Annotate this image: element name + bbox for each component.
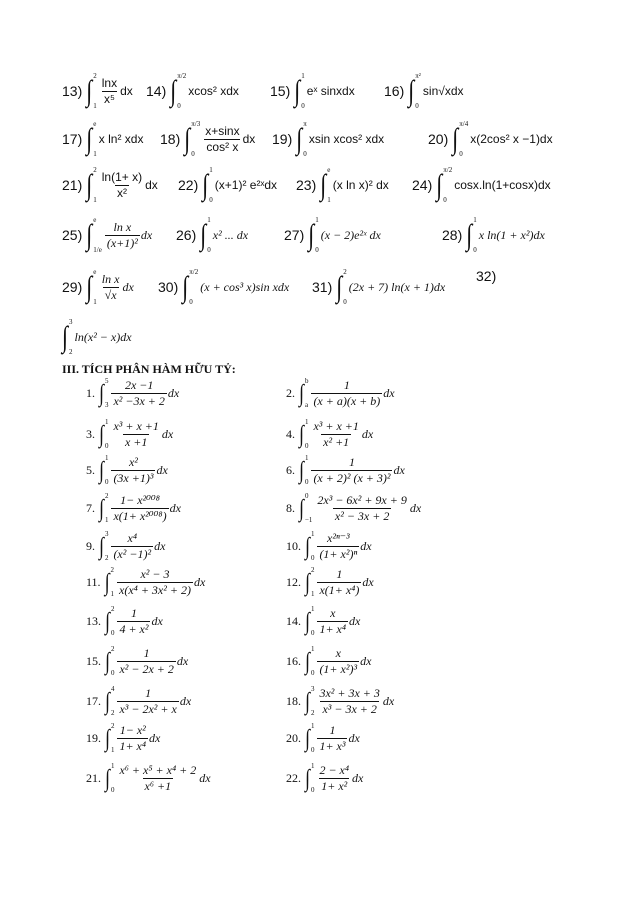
upper-limit: 2 <box>110 566 114 574</box>
problem-number: 2. <box>286 385 295 400</box>
numerator: 2 − x⁴ <box>319 762 350 777</box>
denominator: 1+ x² <box>321 778 348 793</box>
problem-number: 15. <box>86 653 101 668</box>
differential: dx <box>151 613 163 628</box>
problem-13: 13) ∫ 2 1 lnx x⁵ dx <box>62 72 133 110</box>
upper-limit: 5 <box>104 377 109 385</box>
problem-number: 16. <box>286 653 301 668</box>
fraction <box>311 456 392 485</box>
problem-number: 3. <box>86 426 95 441</box>
differential: dx <box>393 462 405 477</box>
rational-integral-16 <box>286 645 371 677</box>
differential: dx <box>382 693 395 708</box>
denominator: x³ − 2x² + x <box>119 701 177 716</box>
problem-20: 20) ∫ π/4 0 x(2cos² x −1)dx <box>428 120 553 158</box>
numerator: 1 <box>130 605 137 620</box>
problem-number: 17. <box>86 693 101 708</box>
upper-limit: 2 <box>110 605 115 613</box>
lower-limit: 1 <box>110 590 114 598</box>
lower-limit: −1 <box>304 516 313 524</box>
denominator: x² +1 <box>323 434 350 449</box>
lower-limit: 0 <box>304 442 309 450</box>
upper-limit: 1 <box>310 722 315 730</box>
upper-limit: 1 <box>104 418 109 426</box>
problem-17: 17) ∫ e 1 x ln² xdx <box>62 120 144 158</box>
fraction <box>311 420 360 449</box>
problem-number: 6. <box>286 462 295 477</box>
lower-limit: 0 <box>104 478 109 486</box>
problem-32: ∫ 3 2 ln(x² − x)dx <box>62 318 132 356</box>
integral-sign: ∫ 2 1 <box>105 722 115 754</box>
denominator: x(1+ x⁴) <box>319 582 360 597</box>
fraction <box>111 420 160 449</box>
upper-limit: b <box>304 377 309 385</box>
differential: dx <box>149 730 161 745</box>
integral-sign: ∫ 1 0 <box>105 762 115 794</box>
fraction <box>317 647 359 676</box>
denominator: x(x⁴ + 3x² + 2) <box>119 582 191 597</box>
denominator: 1+ x³ <box>319 738 346 753</box>
integral-sign: ∫ 2 1 <box>305 566 315 598</box>
denominator: (1+ x²)³ <box>319 661 358 676</box>
lower-limit: 1 <box>104 516 109 524</box>
integral-sign: ∫ 2 0 <box>105 605 115 637</box>
fraction <box>317 764 351 793</box>
differential: dx <box>193 574 206 589</box>
rational-integral-9 <box>86 530 165 562</box>
denominator: (1+ x²)ⁿ <box>319 546 358 561</box>
upper-limit: 2 <box>110 722 115 730</box>
fraction <box>111 379 166 408</box>
problem-24: 24) ∫ π/2 0 cosx.ln(1+cosx)dx <box>412 166 551 204</box>
denominator: 1+ x⁴ <box>319 621 347 636</box>
problem-number: 11. <box>86 574 101 589</box>
fraction <box>117 647 175 676</box>
lower-limit: 3 <box>104 401 109 409</box>
denominator: x² − 2x + 2 <box>119 661 174 676</box>
lower-limit: 0 <box>310 786 315 794</box>
upper-limit: 0 <box>304 492 309 500</box>
lower-limit: 2 <box>110 709 115 717</box>
integral-sign: ∫ 2 1 <box>86 72 97 110</box>
rational-integral-18 <box>286 685 394 717</box>
problem-18: 18) ∫ π/3 0 x+sinx cos² x dx <box>160 120 256 158</box>
differential: dx <box>156 462 168 477</box>
numerator: x⁶ + x⁵ + x⁴ + 2 <box>119 762 197 777</box>
lower-limit: a <box>304 401 309 409</box>
differential: dx <box>348 730 360 745</box>
fraction <box>317 568 361 597</box>
problem-19: 19) ∫ π 0 xsin xcos² xdx <box>272 120 385 158</box>
problem-number: 8. <box>286 500 295 515</box>
problem-15: 15) ∫ 1 0 eˣ sinxdx <box>270 72 355 110</box>
problem-31: 31) ∫ 2 0 (2x + 7) ln(x + 1)dx <box>312 268 446 306</box>
problem-number: 7. <box>86 500 95 515</box>
lower-limit: 0 <box>304 478 309 486</box>
upper-limit: 2 <box>104 492 109 500</box>
lower-limit: 2 <box>104 554 109 562</box>
denominator: 4 + x² <box>119 621 149 636</box>
fraction: lnx x⁵ <box>101 75 118 106</box>
rational-integral-10 <box>286 530 372 562</box>
numerator: x <box>330 605 336 620</box>
problem-27: 27) ∫ 1 0 (x − 2)e²ˣ dx <box>284 216 381 254</box>
integral-sign: ∫ 3 2 <box>99 530 109 562</box>
problem-number: 20. <box>286 730 301 745</box>
problem-number: 10. <box>286 538 301 553</box>
lower-limit: 0 <box>310 746 315 754</box>
denominator: x⁶ +1 <box>144 778 172 793</box>
numerator: x³ + x +1 <box>313 418 359 433</box>
problem-number: 22. <box>286 770 301 785</box>
differential: dx <box>169 500 181 515</box>
rational-integral-12 <box>286 566 374 598</box>
upper-limit: 2 <box>110 645 115 653</box>
differential: dx <box>362 574 374 589</box>
differential: dx <box>360 653 372 668</box>
fraction <box>311 379 382 408</box>
lower-limit: 0 <box>310 554 315 562</box>
denominator: x³ − 3x + 2 <box>322 701 377 716</box>
integral-sign: ∫ 2 0 <box>105 645 115 677</box>
lower-limit: 0 <box>110 629 115 637</box>
integral-sign: ∫ 1 0 <box>305 530 315 562</box>
integral-sign: ∫ 2 1 <box>99 492 109 524</box>
rational-integral-4 <box>286 418 373 450</box>
fraction <box>317 607 348 636</box>
differential: dx <box>409 500 422 515</box>
integral-sign: ∫ 1 0 <box>99 454 109 486</box>
problem-number: 18. <box>286 693 301 708</box>
integral-sign: ∫ b a <box>299 377 309 409</box>
problem-number: 19. <box>86 730 101 745</box>
problem-number: 9. <box>86 538 95 553</box>
problem-number: 13. <box>86 613 101 628</box>
rational-integral-6 <box>286 454 405 486</box>
integral-sign: ∫ 4 2 <box>105 685 115 717</box>
denominator: x² − 3x + 2 <box>334 508 390 523</box>
problem-number: 14. <box>286 613 301 628</box>
fraction <box>315 494 408 523</box>
denominator: (x + 2)² (x + 3)² <box>313 470 391 485</box>
differential: dx <box>352 770 364 785</box>
numerator: 2x³ − 6x² + 9x + 9 <box>317 492 407 507</box>
fraction <box>111 494 168 523</box>
rational-integral-3 <box>86 418 173 450</box>
numerator: 1 <box>143 645 150 660</box>
upper-limit: 1 <box>110 762 115 770</box>
rational-integral-8 <box>286 492 421 524</box>
problem-14: 14) ∫ π/2 0 xcos² xdx <box>146 72 239 110</box>
differential: dx <box>176 653 189 668</box>
problem-26: 26) ∫ 1 0 x² ... dx <box>176 216 249 254</box>
numerator: 1 <box>348 454 355 469</box>
rational-integral-7 <box>86 492 181 524</box>
fraction <box>117 568 193 597</box>
problem-21: 21) ∫ 2 1 ln(1+ x) x² dx <box>62 166 158 204</box>
lower-limit: 0 <box>110 669 115 677</box>
upper-limit: 2 <box>310 566 315 574</box>
numerator: 1 <box>336 566 343 581</box>
upper-limit: 1 <box>104 454 109 462</box>
fraction <box>317 724 347 753</box>
lower-limit: 0 <box>104 442 109 450</box>
rational-integral-1 <box>86 377 179 409</box>
lower-limit: 1 <box>110 746 115 754</box>
numerator: x² − 3 <box>140 566 170 581</box>
integral-sign: ∫ 1 0 <box>299 454 309 486</box>
denominator: (3x +1)³ <box>113 470 154 485</box>
integral-sign: ∫ 1 0 <box>305 762 315 794</box>
rational-integral-11 <box>86 566 205 598</box>
integral-sign: ∫ 2 1 <box>104 566 114 598</box>
rational-integral-13 <box>86 605 163 637</box>
rational-integral-21 <box>86 762 211 794</box>
denominator: x(1+ x²⁰⁰⁸) <box>113 508 167 523</box>
differential: dx <box>154 538 166 553</box>
numerator: 1− x² <box>119 722 146 737</box>
upper-limit: 1 <box>310 605 315 613</box>
rational-integral-17 <box>86 685 191 717</box>
rational-integral-15 <box>86 645 188 677</box>
numerator: x² <box>128 454 138 469</box>
lower-limit: 2 <box>310 709 315 717</box>
fraction <box>111 532 153 561</box>
fraction <box>317 532 359 561</box>
problem-number: 4. <box>286 426 295 441</box>
lower-limit: 0 <box>310 629 315 637</box>
denominator: (x + a)(x + b) <box>313 393 381 408</box>
problem-25: 25) ∫ e 1/e ln x (x+1)² dx <box>62 216 153 254</box>
numerator: 1 <box>343 377 350 392</box>
rational-integral-5 <box>86 454 168 486</box>
problem-16: 16) ∫ π² 0 sin√xdx <box>384 72 464 110</box>
problem-29: 29) ∫ e 1 ln x √x dx <box>62 268 134 306</box>
problem-30: 30) ∫ π/2 0 (x + cos³ x)sin xdx <box>158 268 290 306</box>
numerator: x⁴ <box>127 530 137 545</box>
numerator: 2x −1 <box>124 377 154 392</box>
upper-limit: 1 <box>304 418 309 426</box>
numerator: 1 <box>145 685 152 700</box>
upper-limit: 1 <box>304 454 309 462</box>
fraction <box>317 687 381 716</box>
lower-limit: 1 <box>310 590 315 598</box>
fraction <box>111 456 155 485</box>
lower-limit: 0 <box>110 786 115 794</box>
integral-sign: ∫ 1 0 <box>299 418 309 450</box>
fraction <box>117 607 150 636</box>
upper-limit: 1 <box>310 530 315 538</box>
differential: dx <box>199 770 211 785</box>
problem-22: 22) ∫ 1 0 (x+1)² e²ˣdx <box>178 166 278 204</box>
numerator: x³ + x +1 <box>113 418 159 433</box>
integral-sign: ∫ 1 0 <box>305 722 315 754</box>
denominator: x +1 <box>124 434 148 449</box>
upper-limit: 1 <box>310 762 315 770</box>
integral-sign: ∫ 5 3 <box>99 377 109 409</box>
numerator: x²ⁿ⁻³ <box>327 530 350 545</box>
upper-limit: 3 <box>310 685 315 693</box>
rational-integral-2 <box>286 377 395 409</box>
fraction <box>117 724 148 753</box>
upper-limit: 3 <box>104 530 109 538</box>
upper-limit: 4 <box>110 685 115 693</box>
problem-28: 28) ∫ 1 0 x ln(1 + x²)dx <box>442 216 545 254</box>
differential: dx <box>383 385 395 400</box>
rational-integral-20 <box>286 722 360 754</box>
differential: dx <box>360 538 372 553</box>
upper-limit: 1 <box>310 645 315 653</box>
denominator: x² −3x + 2 <box>113 393 165 408</box>
integral-sign: ∫ 0 −1 <box>299 492 313 524</box>
rational-integral-19 <box>86 722 160 754</box>
denominator: 1+ x⁴ <box>119 738 147 753</box>
fraction <box>117 687 178 716</box>
lower-limit: 0 <box>310 669 315 677</box>
differential: dx <box>161 426 174 441</box>
integral-sign: ∫ 3 2 <box>305 685 315 717</box>
integral-sign: ∫ 1 0 <box>305 645 315 677</box>
numerator: 1− x²⁰⁰⁸ <box>120 492 160 507</box>
section-title: III. TÍCH PHÂN HÀM HỮU TỶ: <box>62 362 236 376</box>
problem-number: 21. <box>86 770 101 785</box>
numerator: 3x² + 3x + 3 <box>319 685 380 700</box>
differential: dx <box>179 693 192 708</box>
integral-sign: ∫ 1 0 <box>99 418 109 450</box>
denominator: (x² −1)² <box>113 546 152 561</box>
numerator: 1 <box>329 722 336 737</box>
problem-32-label: 32) <box>476 268 497 284</box>
problem-number: 5. <box>86 462 95 477</box>
differential: dx <box>167 385 180 400</box>
differential: dx <box>349 613 361 628</box>
rational-integral-14 <box>286 605 360 637</box>
problem-number: 1. <box>86 385 95 400</box>
problem-number: 12. <box>286 574 301 589</box>
rational-integral-22 <box>286 762 363 794</box>
fraction <box>117 764 198 793</box>
differential: dx <box>361 426 374 441</box>
integral-sign: ∫ 1 0 <box>305 605 315 637</box>
problem-23: 23) ∫ e 1 (x ln x)² dx <box>296 166 389 204</box>
numerator: x <box>335 645 341 660</box>
